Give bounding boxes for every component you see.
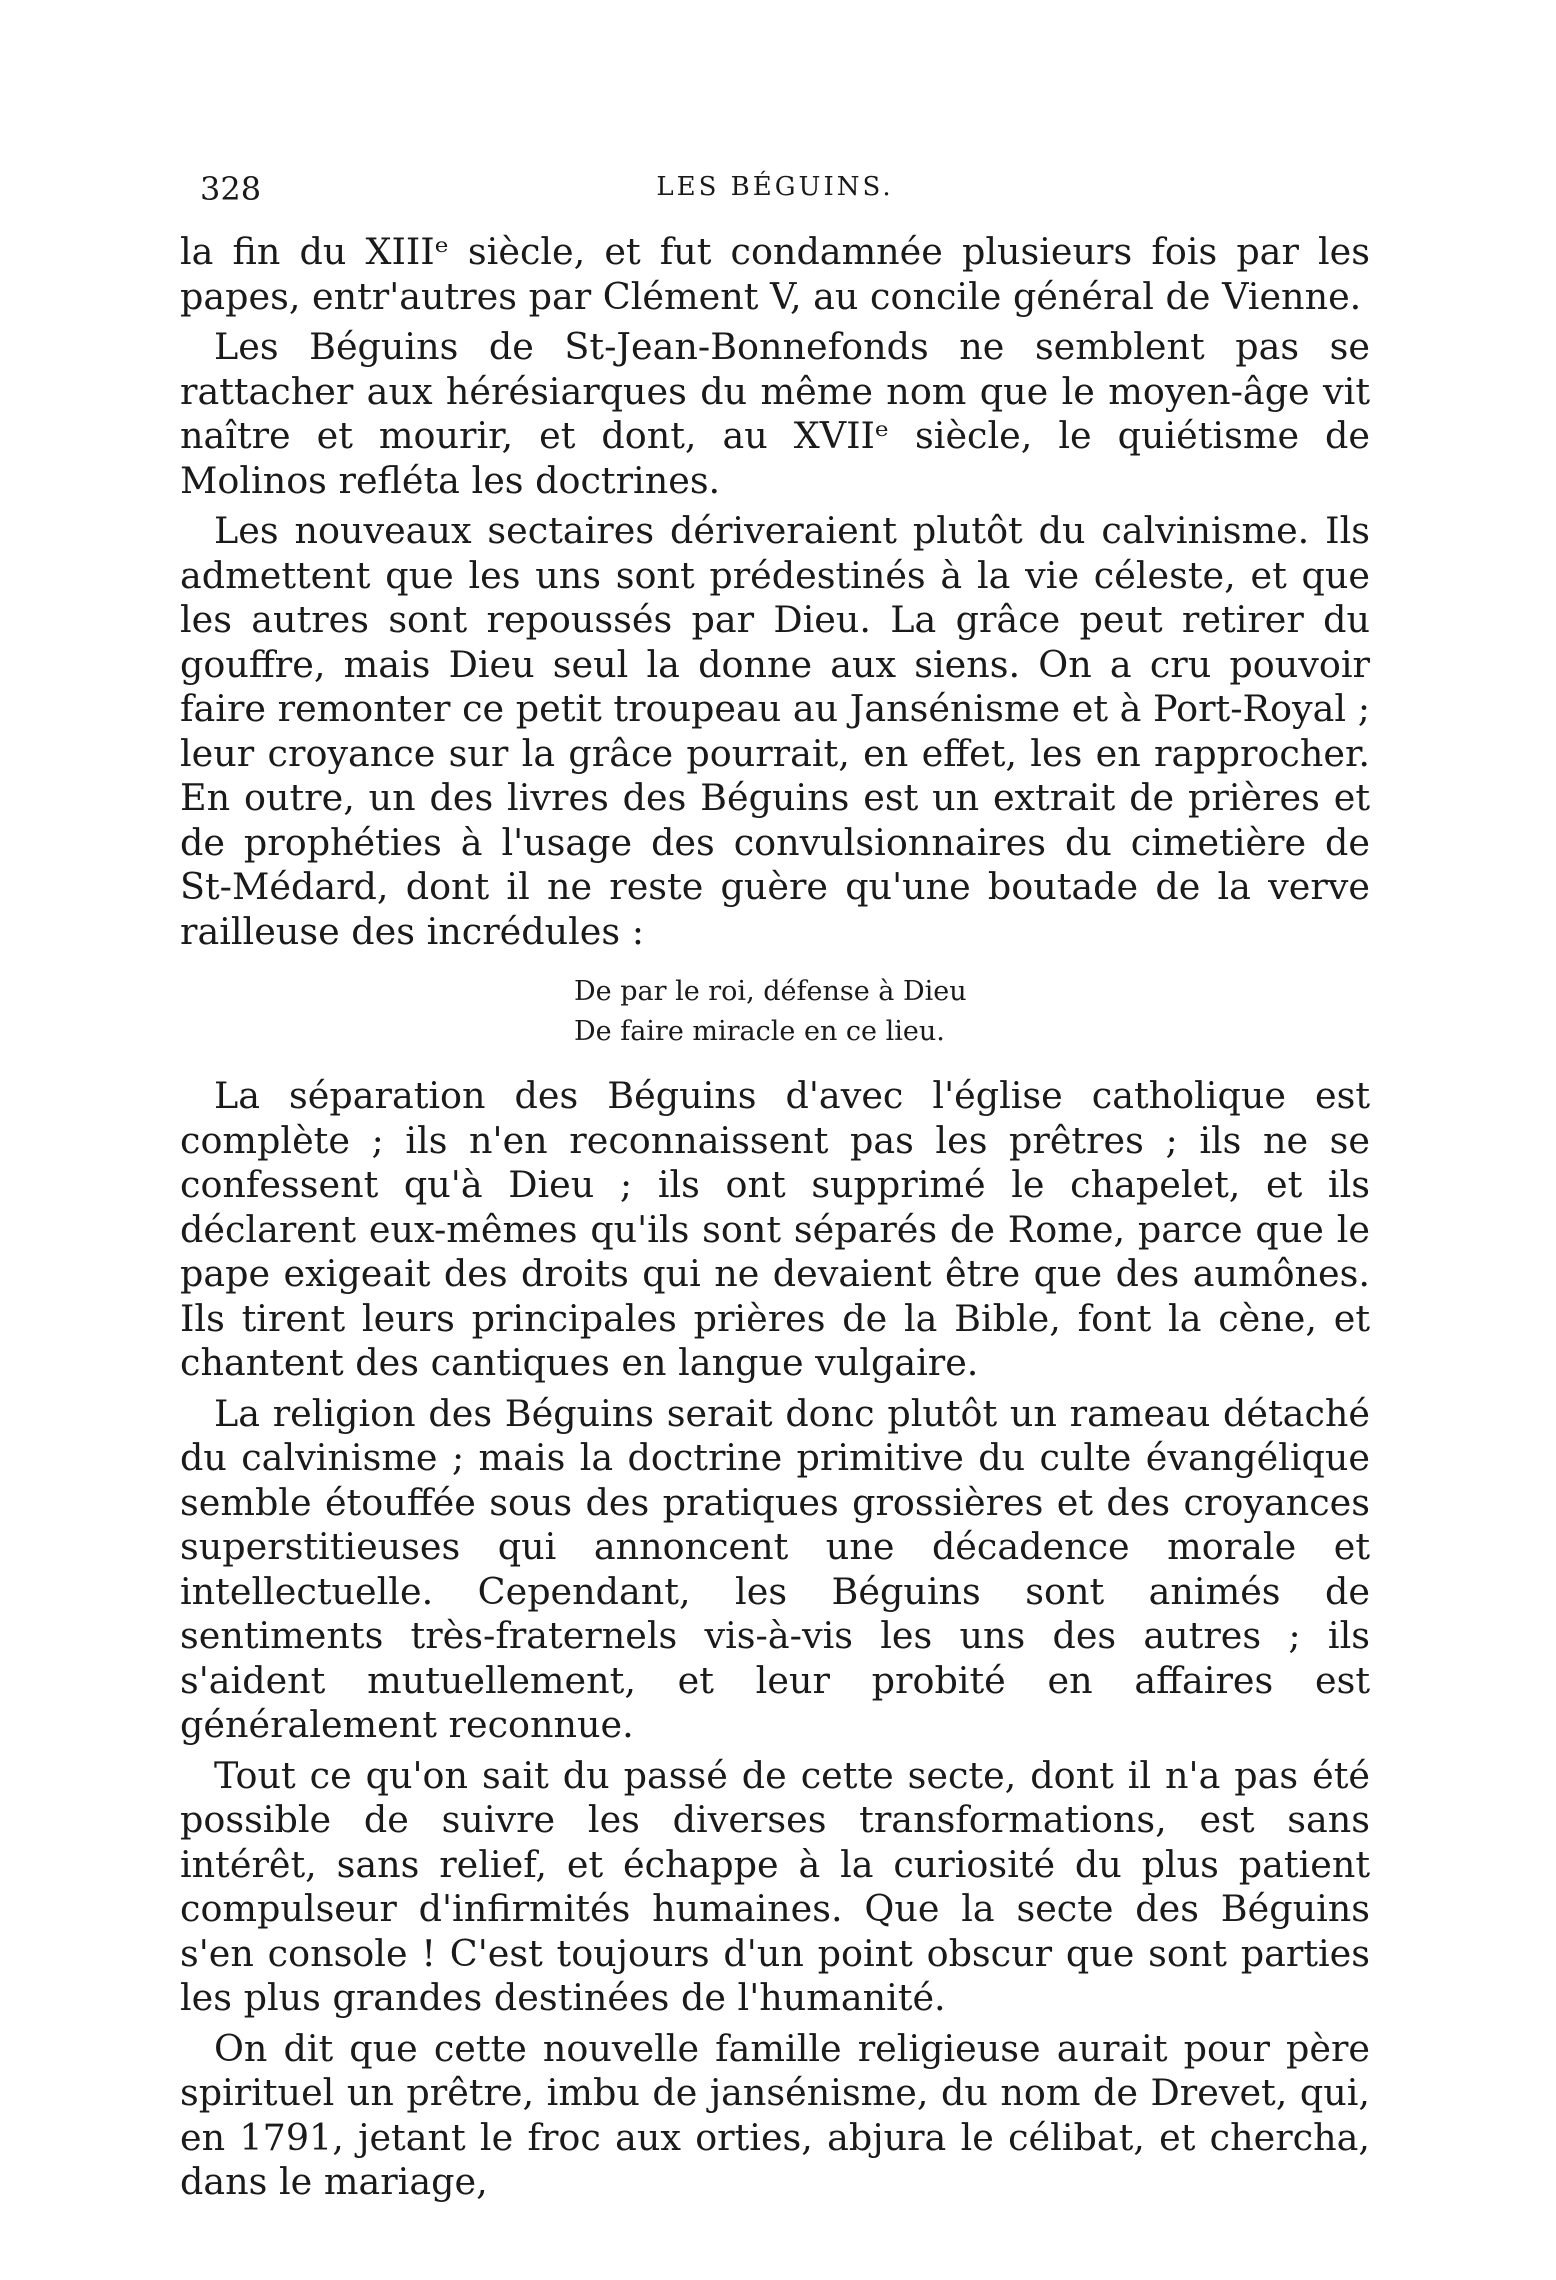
verse-line: De par le roi, défense à Dieu <box>574 976 967 1007</box>
paragraph: Tout ce qu'on sait du passé de cette secte, dont il n'a pas été possible de suivre les diverses transformations, est sans intérêt, sans relief, et échappe à la curiosité du plus patient compulseur d'infirmités humaines. Que la secte des Béguins s'en console ! C'est toujours d'un point obscur que sont parties les plus grandes destinées de l'humanité. <box>180 1753 1370 2019</box>
page-header <box>180 160 1370 220</box>
paragraph: On dit que cette nouvelle famille religieuse aurait pour père spirituel un prêtre, imbu de jansénisme, du nom de Drevet, qui, en 1791, jetant le froc aux orties, abjura le célibat, et chercha, dans le mariage, <box>180 2026 1370 2203</box>
paragraph: La séparation des Béguins d'avec l'église catholique est complète ; ils n'en reconnaissent pas les prêtres ; ils ne se confessent qu'à Dieu ; ils ont supprimé le chapelet, et ils déclarent eux-mêmes qu'ils sont séparés de Rome, parce que le pape exigeait des droits qui ne devaient être que des aumônes. Ils tirent leurs principales prières de la Bible, font la cène, et chantent des cantiques en langue vulgaire. <box>180 1074 1370 1384</box>
verse-line: De faire miracle en ce lieu. <box>574 1016 945 1047</box>
book-page <box>180 160 1370 2211</box>
paragraph: La religion des Béguins serait donc plutôt un rameau détaché du calvinisme ; mais la doctrine primitive du culte évangélique semble étouffée sous des pratiques grossières et des croyances superstitieuses qui annoncent une décadence morale et intellectuelle. Cependant, les Béguins sont animés de sentiments très-fraternels vis-à-vis les uns des autres ; ils s'aident mutuellement, et leur probité en affaires est généralement reconnue. <box>180 1391 1370 1746</box>
paragraph: Les Béguins de St-Jean-Bonnefonds ne semblent pas se rattacher aux hérésiarques du même nom que le moyen-âge vit naître et mourir, et dont, au XVIIᵉ siècle, le quiétisme de Molinos refléta les doctrines. <box>180 325 1370 502</box>
page-number: 328 <box>200 170 262 208</box>
body-text <box>180 230 1370 2205</box>
verse-quotation <box>180 972 1370 1052</box>
running-head: LES BÉGUINS. <box>656 172 894 202</box>
paragraph-continuation: la fin du XIIIᵉ siècle, et fut condamnée plusieurs fois par les papes, entr'autres par Clément V, au concile général de Vienne. <box>180 230 1370 318</box>
paragraph: Les nouveaux sectaires dériveraient plutôt du calvinisme. Ils admettent que les uns sont prédestinés à la vie céleste, et que les autres sont repoussés par Dieu. La grâce peut retirer du gouffre, mais Dieu seul la donne aux siens. On a cru pouvoir faire remonter ce petit troupeau au Jansénisme et à Port-Royal ; leur croyance sur la grâce pourrait, en effet, les en rapprocher. En outre, un des livres des Béguins est un extrait de prières et de prophéties à l'usage des convulsionnaires du cimetière de St-Médard, dont il ne reste guère qu'une boutade de la verve railleuse des incrédules : <box>180 509 1370 953</box>
